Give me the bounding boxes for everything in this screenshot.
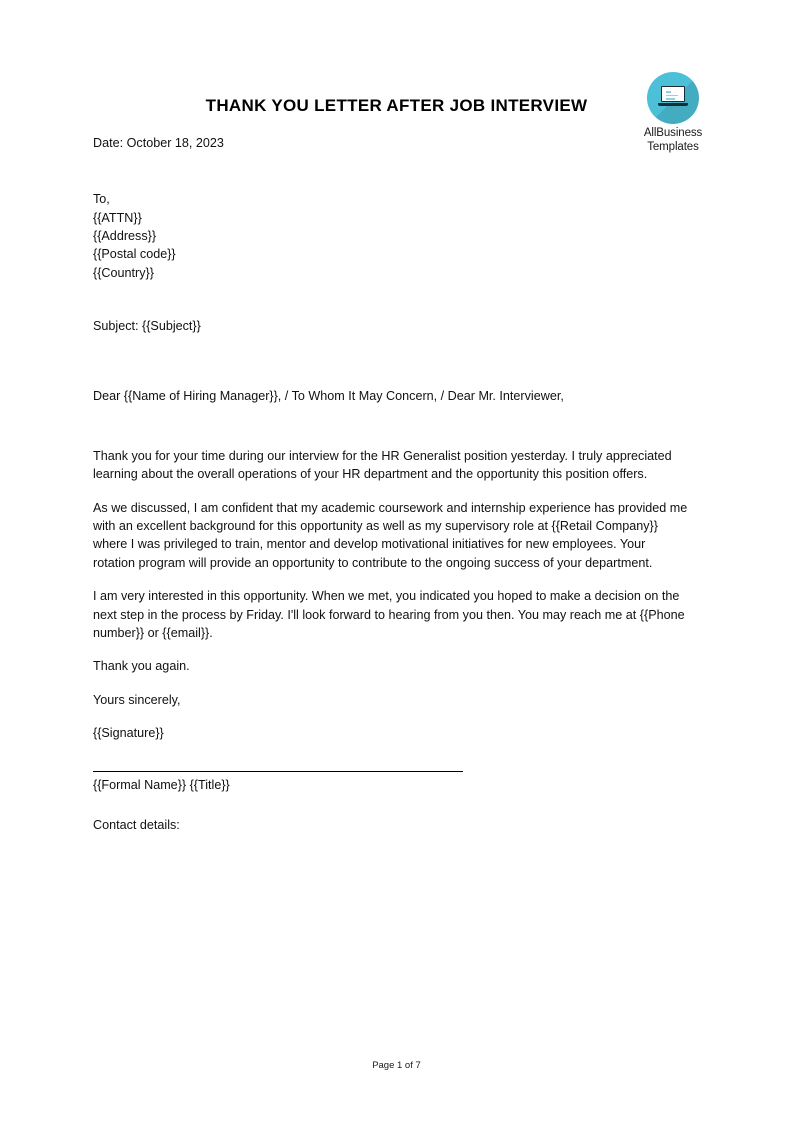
date-line: Date: October 18, 2023 [93, 136, 224, 150]
brand-name-line2: Templates [647, 140, 699, 153]
signature-rule [93, 771, 463, 772]
salutation-line: Dear {{Name of Hiring Manager}}, / To Whom It May Concern, / Dear Mr. Interviewer, [93, 389, 564, 404]
contact-details-label: Contact details: [93, 817, 180, 832]
laptop-screen-line [666, 91, 671, 93]
brand-name-line1: AllBusiness [643, 127, 703, 139]
subject-line: Subject: {{Subject}} [93, 318, 201, 333]
address-attn: {{ATTN}} [93, 210, 142, 225]
signature-placeholder: {{Signature}} [93, 726, 164, 741]
body-paragraph-2: As we discussed, I am confident that my academic coursework and internship experience has provided me with an excellent background for this opportunity as well as my supervisory role at {{Retail Company}} where I was privileged to train, mentor and develop motivational initiatives for new employees. Your rotation program will provide an opportunity to contribute to the ongoing success of your department. [93, 500, 688, 570]
address-postal-code: {{Postal code}} [93, 247, 176, 262]
body-paragraph-1: Thank you for your time during our interview for the HR Generalist position yesterday. I truly appreciated learning about the overall operations of your HR department and the opportunity this position offers. [93, 448, 672, 482]
formal-name-line: {{Formal Name}} {{Title}} [93, 777, 230, 792]
address-country: {{Country}} [93, 265, 154, 280]
page-title: THANK YOU LETTER AFTER JOB INTERVIEW [205, 96, 588, 115]
body-paragraph-3: I am very interested in this opportunity. When we met, you indicated you hoped to make a decision on the next step in the process by Friday. I'll look forward to hearing from you then. You may reach me at {{Phone number}} or {{email}}. [93, 589, 685, 640]
address-to-label: To, [93, 192, 110, 207]
recipient-address-block [93, 190, 689, 281]
page-footer: Page 1 of 7 [372, 1060, 421, 1071]
address-street: {{Address}} [93, 229, 157, 243]
sign-off-line: Yours sincerely, [93, 692, 181, 707]
letter-body [93, 134, 689, 834]
thanks-again-line: Thank you again. [93, 659, 190, 674]
